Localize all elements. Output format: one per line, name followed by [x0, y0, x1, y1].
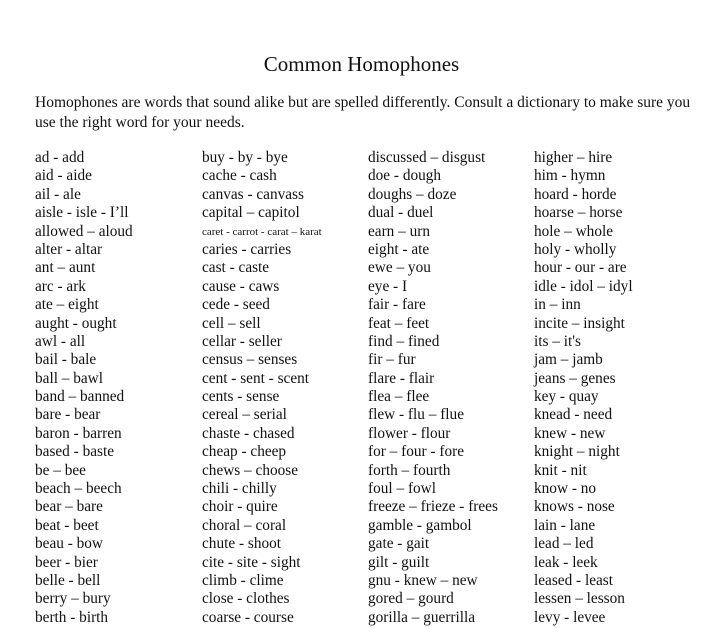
homophone-entry: cereal – serial — [202, 406, 287, 424]
homophone-column-2 — [202, 149, 372, 627]
homophone-entry: hoarse – horse — [534, 204, 623, 222]
homophone-entry: band – banned — [35, 388, 125, 406]
homophone-entry: jam – jamb — [534, 351, 603, 369]
homophone-entry: flea – flee — [368, 388, 430, 406]
homophone-entry: lessen – lesson — [534, 590, 625, 608]
homophone-entry: doe - dough — [368, 167, 442, 185]
homophone-entry: incite – insight — [534, 314, 625, 332]
homophone-entry: choir - quire — [202, 498, 278, 516]
homophone-entry: know - no — [534, 480, 597, 498]
homophone-entry: buy - by - bye — [202, 149, 288, 166]
homophone-entry: gate - gait — [368, 535, 430, 553]
homophone-entry: cents - sense — [202, 388, 280, 406]
homophone-entry: flew - flu – flue — [368, 406, 464, 424]
homophone-entry: cause - caws — [202, 277, 280, 295]
homophone-entry: fair - fare — [368, 296, 426, 314]
homophone-entry: beau - bow — [35, 535, 103, 553]
homophone-entry: earn – urn — [368, 222, 431, 240]
homophone-entry: arc - ark — [35, 277, 86, 295]
homophone-entry: census – senses — [202, 351, 298, 369]
homophone-entry: based - baste — [35, 443, 115, 461]
homophone-entry: idle - idol – idyl — [534, 277, 633, 295]
homophone-entry: lain - lane — [534, 516, 596, 534]
homophone-entry: bail - bale — [35, 351, 97, 369]
homophone-entry: belle - bell — [35, 571, 101, 589]
homophone-entry: ad - add — [35, 149, 85, 166]
homophone-entry: chute - shoot — [202, 535, 282, 553]
homophone-entry: doughs – doze — [368, 185, 457, 203]
homophone-entry: eye - I — [368, 277, 408, 295]
homophone-entry: ant – aunt — [35, 259, 96, 277]
homophone-entry: gnu - knew – new — [368, 571, 478, 589]
homophone-entry: aisle - isle - I’ll — [35, 204, 129, 222]
homophone-entry: be – bee — [35, 461, 86, 479]
homophone-entry: hour - our - are — [534, 259, 627, 277]
homophone-entry: baron - barren — [35, 424, 122, 442]
homophone-entry: lead – led — [534, 535, 594, 553]
homophone-entry: fir – fur — [368, 351, 416, 369]
homophone-entry: choral – coral — [202, 516, 287, 534]
homophone-entry: in – inn — [534, 296, 581, 314]
page-title: Common Homophones — [263, 52, 460, 76]
homophone-entry: hole – whole — [534, 222, 614, 240]
homophone-entry: gorilla – guerrilla — [368, 608, 476, 626]
homophone-entry: cache - cash — [202, 167, 277, 185]
homophone-entry: climb - clime — [202, 571, 284, 589]
homophone-entry: bear – bare — [35, 498, 103, 516]
homophone-entry: forth – fourth — [368, 461, 451, 479]
homophone-entry: aught - ought — [35, 314, 117, 332]
homophone-entry: dual - duel — [368, 204, 434, 222]
homophone-entry: knew - new — [534, 424, 606, 442]
homophone-entry: beer - bier — [35, 553, 98, 571]
homophone-entry: coarse - course — [202, 608, 294, 626]
homophone-entry: for – four - fore — [368, 443, 464, 461]
homophone-entry: aid - aide — [35, 167, 92, 185]
homophone-entry: flare - flair — [368, 369, 435, 387]
homophone-entry: freeze – frieze - frees — [368, 498, 498, 516]
homophone-entry: canvas - canvass — [202, 185, 304, 203]
homophone-entry: beach – beech — [35, 480, 122, 498]
homophone-entry: leased - least — [534, 571, 613, 589]
homophone-entry: key - quay — [534, 388, 599, 406]
homophone-entry: close - clothes — [202, 590, 290, 608]
homophone-column-3 — [368, 149, 538, 627]
homophone-entry: foul – fowl — [368, 480, 436, 498]
homophone-entry: knows - nose — [534, 498, 615, 516]
homophone-entry: knit - nit — [534, 461, 587, 479]
homophone-entry: knead - need — [534, 406, 613, 424]
homophone-entry: find – fined — [368, 332, 440, 350]
homophone-entry: ail - ale — [35, 185, 81, 203]
homophone-entry: holy - wholly — [534, 240, 617, 258]
homophone-entry: him - hymn — [534, 167, 606, 185]
intro-paragraph: Homophones are words that sound alike but are spelled differently. Consult a dictionary to make sure you use the right word for your needs. — [35, 94, 691, 131]
homophone-column-4 — [534, 149, 704, 627]
homophone-entry: its – it's — [534, 332, 581, 350]
homophone-entry: alter - altar — [35, 240, 103, 258]
homophone-entry: discussed – disgust — [368, 149, 486, 166]
homophone-entry: knight – night — [534, 443, 620, 461]
homophone-entry: cent - sent - scent — [202, 369, 310, 387]
homophone-entry: hoard - horde — [534, 185, 617, 203]
homophone-entry: gored – gourd — [368, 590, 454, 608]
homophone-entry: beat - beet — [35, 516, 99, 534]
homophone-entry: eight - ate — [368, 240, 430, 258]
homophone-entry: gamble - gambol — [368, 516, 472, 534]
homophone-column-1 — [35, 149, 205, 627]
homophone-entry: chews – choose — [202, 461, 299, 479]
homophone-entry: berth - birth — [35, 608, 109, 626]
homophone-entry: ewe – you — [368, 259, 431, 277]
homophone-entry: bare - bear — [35, 406, 101, 424]
homophone-entry: cellar - seller — [202, 332, 282, 350]
homophone-entry: ball – bawl — [35, 369, 103, 387]
homophone-entry: cite - site - sight — [202, 553, 301, 571]
homophone-entry: higher – hire — [534, 149, 613, 166]
homophone-entry: caret - carrot - carat – karat — [202, 225, 322, 238]
homophone-entry: levy - levee — [534, 608, 606, 626]
homophone-entry: gilt - guilt — [368, 553, 430, 571]
homophone-entry: chaste - chased — [202, 424, 295, 442]
homophone-entry: cede - seed — [202, 296, 270, 314]
homophone-entry: berry – bury — [35, 590, 111, 608]
homophone-entry: flower - flour — [368, 424, 451, 442]
homophone-entry: capital – capitol — [202, 204, 300, 222]
homophone-entry: cast - caste — [202, 259, 270, 277]
homophone-entry: chili - chilly — [202, 480, 277, 498]
homophone-entry: caries - carries — [202, 240, 292, 258]
homophone-entry: cheap - cheep — [202, 443, 287, 461]
homophone-entry: jeans – genes — [534, 369, 616, 387]
homophone-entry: ate – eight — [35, 296, 99, 314]
homophone-entry: cell – sell — [202, 314, 261, 332]
homophone-entry: feat – feet — [368, 314, 430, 332]
homophone-entry: allowed – aloud — [35, 222, 133, 240]
homophone-entry: leak - leek — [534, 553, 598, 571]
homophone-entry: awl - all — [35, 332, 86, 350]
